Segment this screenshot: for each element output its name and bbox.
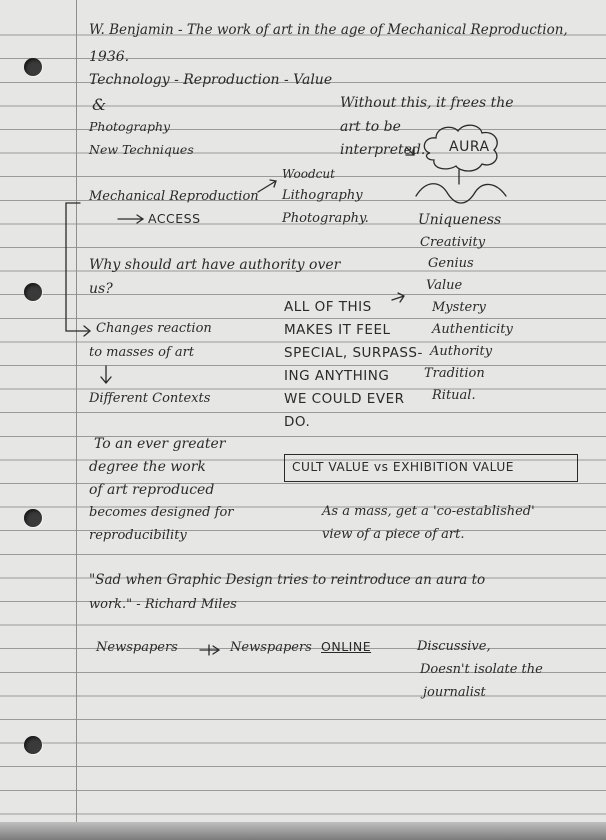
quality-item: Tradition	[424, 366, 485, 381]
title-line: W. Benjamin - The work of art in the age of Mechanical Reproduction,	[89, 22, 568, 38]
quality-item: Uniqueness	[418, 212, 502, 228]
arrow-icon	[258, 180, 276, 192]
greater-degree-line: To an ever greater	[94, 436, 226, 452]
access-label: ACCESS	[148, 211, 201, 226]
ampersand: &	[92, 95, 107, 114]
quality-item: Value	[426, 278, 463, 293]
wave-line	[416, 184, 506, 203]
greater-degree-line: degree the work	[89, 459, 206, 475]
photography-label: Photography	[89, 119, 171, 134]
arrow-icon	[101, 366, 111, 383]
quote-attribution: work." - Richard Miles	[89, 597, 237, 612]
quality-item: Mystery	[432, 300, 486, 315]
discussive-line: Discussive,	[417, 639, 491, 654]
aura-label: AURA	[449, 139, 490, 155]
why-us: us?	[89, 281, 113, 297]
all-of-this-line: WE COULD EVER	[284, 391, 405, 407]
all-of-this-line: MAKES IT FEEL	[284, 322, 391, 338]
online-label: ONLINE	[321, 639, 372, 654]
quality-item: Authenticity	[432, 322, 513, 337]
all-of-this-line: ING ANYTHING	[284, 368, 390, 384]
mass-view-line: view of a piece of art.	[322, 527, 465, 542]
quality-item: Creativity	[420, 235, 486, 250]
why-line: Why should art have authority over	[89, 257, 341, 273]
newspapers-label: Newspapers	[96, 640, 178, 655]
discussive-line: journalist	[423, 685, 486, 700]
quality-item: Authority	[430, 344, 493, 359]
new-techniques-label: New Techniques	[89, 142, 194, 157]
newspapers-online-prefix: Newspapers	[230, 640, 312, 655]
lithography-label: Lithography	[282, 188, 363, 203]
cult-value-label: CULT VALUE vs EXHIBITION VALUE	[292, 460, 514, 474]
interpreted-line: interpreted.	[340, 142, 426, 158]
all-of-this-line: DO.	[284, 414, 311, 430]
art-to-be-line: art to be	[340, 119, 401, 135]
arrow-icon	[392, 293, 404, 302]
bracket-line	[66, 203, 88, 331]
cloud-icon	[424, 125, 497, 171]
arrow-icon	[200, 645, 219, 655]
quality-item: Ritual.	[432, 388, 476, 403]
all-of-this-line: SPECIAL, SURPASS-	[284, 345, 423, 361]
photography-technique-label: Photography.	[282, 211, 369, 226]
all-of-this-line: ALL OF THIS	[284, 299, 372, 315]
quote-line: "Sad when Graphic Design tries to reintroduce an aura to	[89, 572, 486, 588]
arrow-icon	[406, 147, 414, 155]
page-bottom-edge	[0, 822, 606, 840]
technology-line: Technology - Reproduction - Value	[89, 72, 333, 88]
changes-reaction-line: Changes reaction	[96, 321, 212, 336]
mass-line: As a mass, get a 'co-established'	[322, 504, 535, 519]
greater-degree-line: of art reproduced	[89, 482, 215, 498]
discussive-line: Doesn't isolate the	[420, 662, 543, 677]
quality-item: Genius	[428, 256, 474, 271]
greater-degree-line: reproducibility	[89, 528, 187, 543]
without-this-line: Without this, it frees the	[340, 95, 514, 111]
mechanical-reproduction-label: Mechanical Reproduction	[89, 189, 259, 204]
arrow-icon	[118, 215, 143, 223]
greater-degree-line: becomes designed for	[89, 505, 234, 520]
masses-line: to masses of art	[89, 345, 195, 360]
different-contexts-label: Different Contexts	[89, 391, 211, 406]
woodcut-label: Woodcut	[282, 167, 335, 181]
title-year: 1936.	[89, 49, 130, 65]
